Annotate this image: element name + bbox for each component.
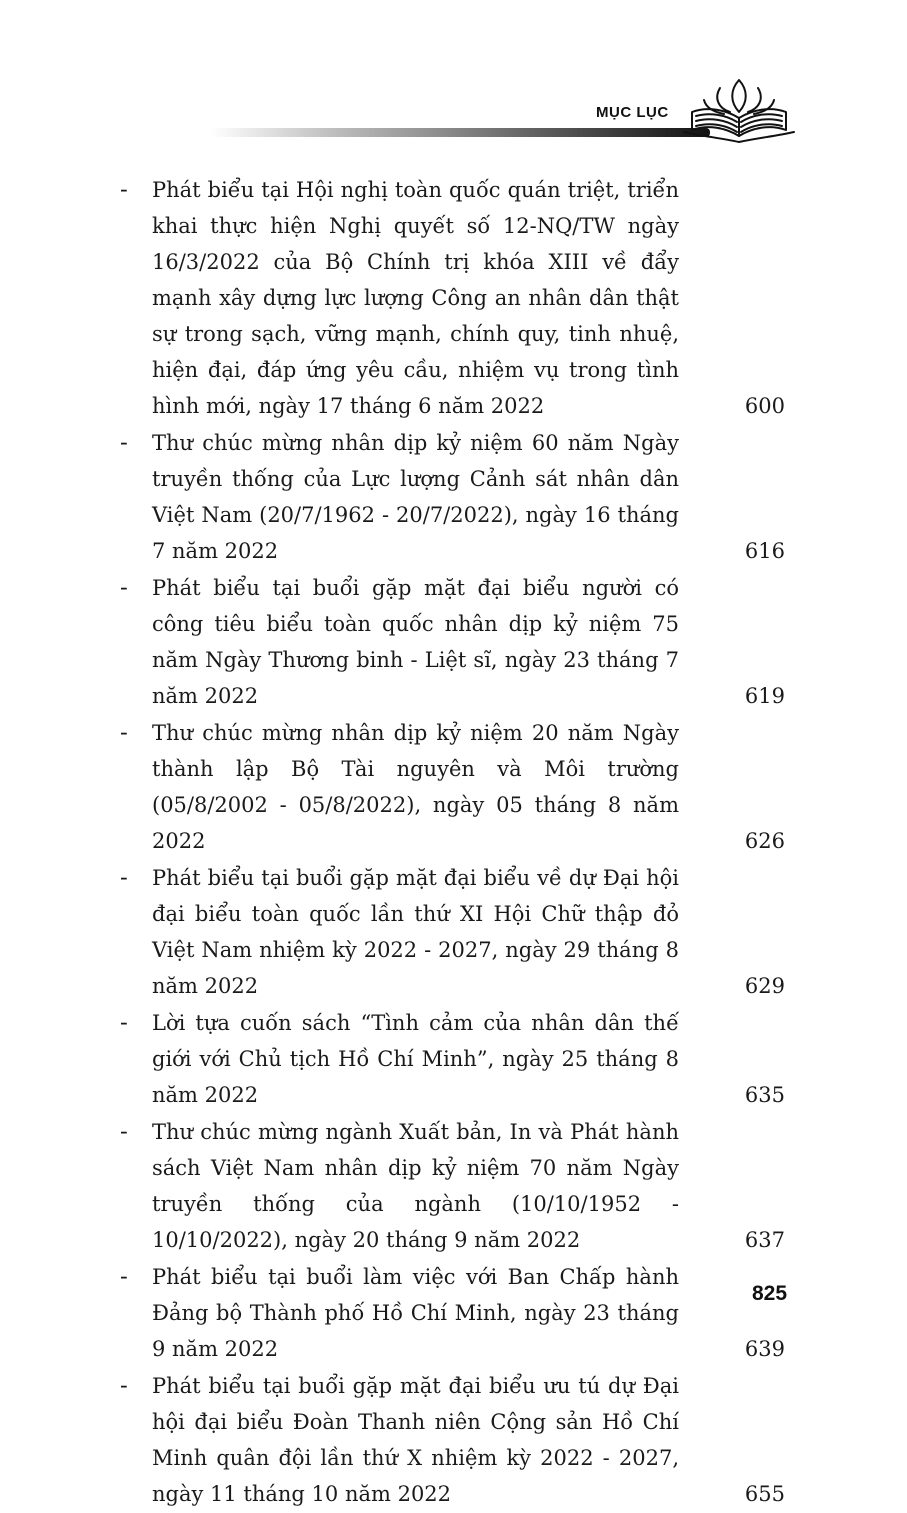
entry-dash: - bbox=[120, 1119, 128, 1145]
header-rule bbox=[210, 128, 710, 137]
entry-dash: - bbox=[120, 575, 128, 601]
entry-title: Lời tựa cuốn sách “Tình cảm của nhân dân thế giới với Chủ tịch Hồ Chí Minh”, ngày 25 tháng 8 năm 2022 bbox=[152, 1011, 679, 1107]
entry-dash: - bbox=[120, 430, 128, 456]
toc-entry[interactable] bbox=[0, 1005, 907, 1113]
entry-page: 619 bbox=[744, 684, 785, 708]
entry-page: 639 bbox=[744, 1337, 785, 1361]
entry-dash: - bbox=[120, 1010, 128, 1036]
entry-title: Thư chúc mừng ngành Xuất bản, In và Phát hành sách Việt Nam nhân dịp kỷ niệm 70 năm Ngày truyền thống của ngành (10/10/1952 - 10/10/2022), ngày 20 tháng 9 năm 2022 bbox=[152, 1120, 679, 1252]
toc-entry[interactable] bbox=[0, 1259, 907, 1367]
entry-page: 600 bbox=[744, 394, 785, 418]
toc-entry[interactable] bbox=[0, 425, 907, 569]
entry-dash: - bbox=[120, 177, 128, 203]
header-title: MỤC LỤC bbox=[596, 104, 669, 121]
toc-entry[interactable] bbox=[0, 715, 907, 859]
entry-title: Phát biểu tại buổi làm việc với Ban Chấp hành Đảng bộ Thành phố Hồ Chí Minh, ngày 23 tháng 9 năm 2022 bbox=[152, 1265, 679, 1361]
toc-entry[interactable] bbox=[0, 1114, 907, 1258]
entry-title: Phát biểu tại buổi gặp mặt đại biểu về dự Đại hội đại biểu toàn quốc lần thứ XI Hội Chữ thập đỏ Việt Nam nhiệm kỳ 2022 - 2027, ngày 29 tháng 8 năm 2022 bbox=[152, 866, 679, 998]
entry-page: 626 bbox=[744, 829, 785, 853]
entry-page: 635 bbox=[744, 1083, 785, 1107]
entry-dash: - bbox=[120, 1264, 128, 1290]
entry-title: Phát biểu tại Hội nghị toàn quốc quán triệt, triển khai thực hiện Nghị quyết số 12-NQ/TW ngày 16/3/2022 của Bộ Chính trị khóa XIII về đẩy mạnh xây dựng lực lượng Công an nhân dân thật sự trong sạch, vững mạnh, chính quy, tinh nhuệ, hiện đại, đáp ứng yêu cầu, nhiệm vụ trong tình hình mới, ngày 17 tháng 6 năm 2022 bbox=[152, 178, 679, 418]
toc-entry[interactable] bbox=[0, 1368, 907, 1512]
entry-dash: - bbox=[120, 865, 128, 891]
entry-page: 655 bbox=[744, 1482, 785, 1506]
table-of-contents bbox=[0, 172, 907, 1513]
entry-dash: - bbox=[120, 720, 128, 746]
entry-dash: - bbox=[120, 1373, 128, 1399]
entry-title: Phát biểu tại buổi gặp mặt đại biểu người có công tiêu biểu toàn quốc nhân dịp kỷ niệm 75 năm Ngày Thương binh - Liệt sĩ, ngày 23 tháng 7 năm 2022 bbox=[152, 576, 679, 708]
entry-page: 637 bbox=[744, 1228, 785, 1252]
toc-entry[interactable] bbox=[0, 860, 907, 1004]
entry-title: Thư chúc mừng nhân dịp kỷ niệm 60 năm Ngày truyền thống của Lực lượng Cảnh sát nhân dân Việt Nam (20/7/1962 - 20/7/2022), ngày 16 tháng 7 năm 2022 bbox=[152, 431, 679, 563]
entry-title: Thư chúc mừng nhân dịp kỷ niệm 20 năm Ngày thành lập Bộ Tài nguyên và Môi trường (05/8/2002 - 05/8/2022), ngày 05 tháng 8 năm 2022 bbox=[152, 721, 679, 853]
entry-page: 616 bbox=[744, 539, 785, 563]
entry-page: 629 bbox=[744, 974, 785, 998]
toc-entry[interactable] bbox=[0, 172, 907, 424]
open-book-lotus-icon bbox=[680, 72, 798, 146]
toc-entry[interactable] bbox=[0, 570, 907, 714]
page-number: 825 bbox=[752, 1282, 788, 1305]
entry-title: Phát biểu tại buổi gặp mặt đại biểu ưu tú dự Đại hội đại biểu Đoàn Thanh niên Cộng sản Hồ Chí Minh quân đội lần thứ X nhiệm kỳ 2022 - 2027, ngày 11 tháng 10 năm 2022 bbox=[152, 1374, 679, 1506]
